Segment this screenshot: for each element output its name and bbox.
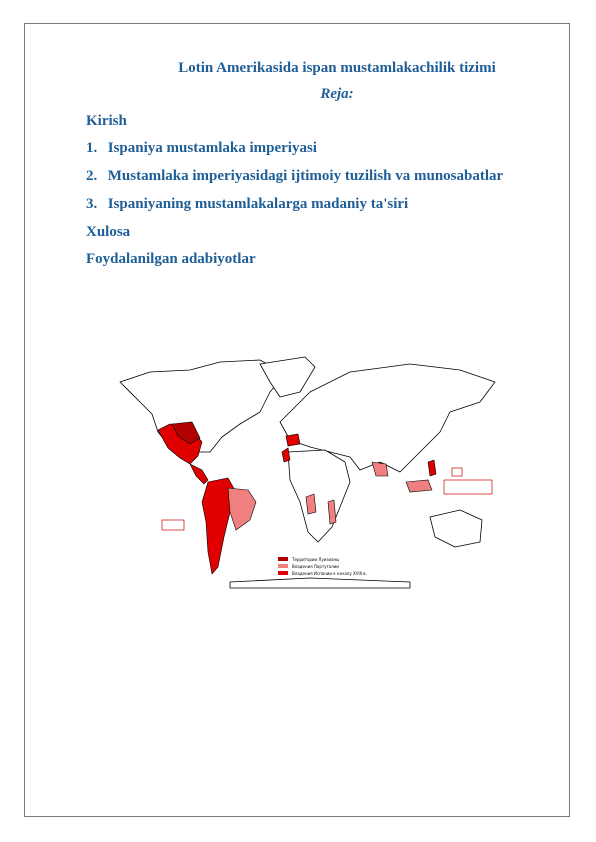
plan-item-text: Mustamlaka imperiyasidagi ijtimoiy tuzilish va munosabatlar [107, 168, 504, 184]
spain-philippines-region [428, 460, 436, 476]
legend-label-louisiana: Территории Луизианы [292, 557, 340, 562]
plan-item-text: Ispaniyaning mustamlakalarga madaniy ta'siri [107, 196, 409, 212]
australia-shape [430, 510, 482, 547]
plan-item-3 [86, 196, 408, 213]
spain-central-america-region [190, 464, 208, 484]
inset-box-right-large [444, 480, 492, 494]
legend-swatch-portugal [278, 564, 288, 568]
legend-label-portugal: Владения Португалии [292, 564, 339, 569]
intro-line: Kirish [86, 113, 127, 129]
plan-item-number: 1. [86, 140, 98, 156]
plan-item-number: 2. [86, 168, 98, 184]
north-america-shape [120, 360, 285, 452]
africa-shape [288, 450, 350, 542]
spain-north-africa-region [282, 448, 290, 462]
inset-box-left [162, 520, 184, 530]
plan-item-2 [86, 168, 503, 185]
portugal-brazil-region [228, 488, 256, 530]
antarctica-shape [230, 578, 410, 588]
portugal-india-region [372, 462, 388, 476]
legend-label-spain: Владения Испании к началу XVIII в. [292, 571, 367, 576]
plan-heading: Reja: [320, 86, 354, 102]
map-legend [278, 557, 367, 576]
legend-swatch-spain [278, 571, 288, 575]
world-map-image [110, 352, 500, 592]
plan-item-1 [86, 140, 317, 157]
plan-item-number: 3. [86, 196, 98, 212]
document-title: Lotin Amerikasida ispan mustamlakachilik tizimi [178, 60, 496, 76]
plan-item-text: Ispaniya mustamlaka imperiyasi [107, 140, 317, 156]
references-line: Foydalanilgan adabiyotlar [86, 251, 256, 267]
spain-iberia-region [286, 434, 300, 446]
portugal-east-indies-region [406, 480, 432, 492]
inset-box-right-small [452, 468, 462, 476]
conclusion-line: Xulosa [86, 224, 131, 240]
portugal-africa-west-region [306, 494, 316, 514]
legend-swatch-louisiana [278, 557, 288, 561]
